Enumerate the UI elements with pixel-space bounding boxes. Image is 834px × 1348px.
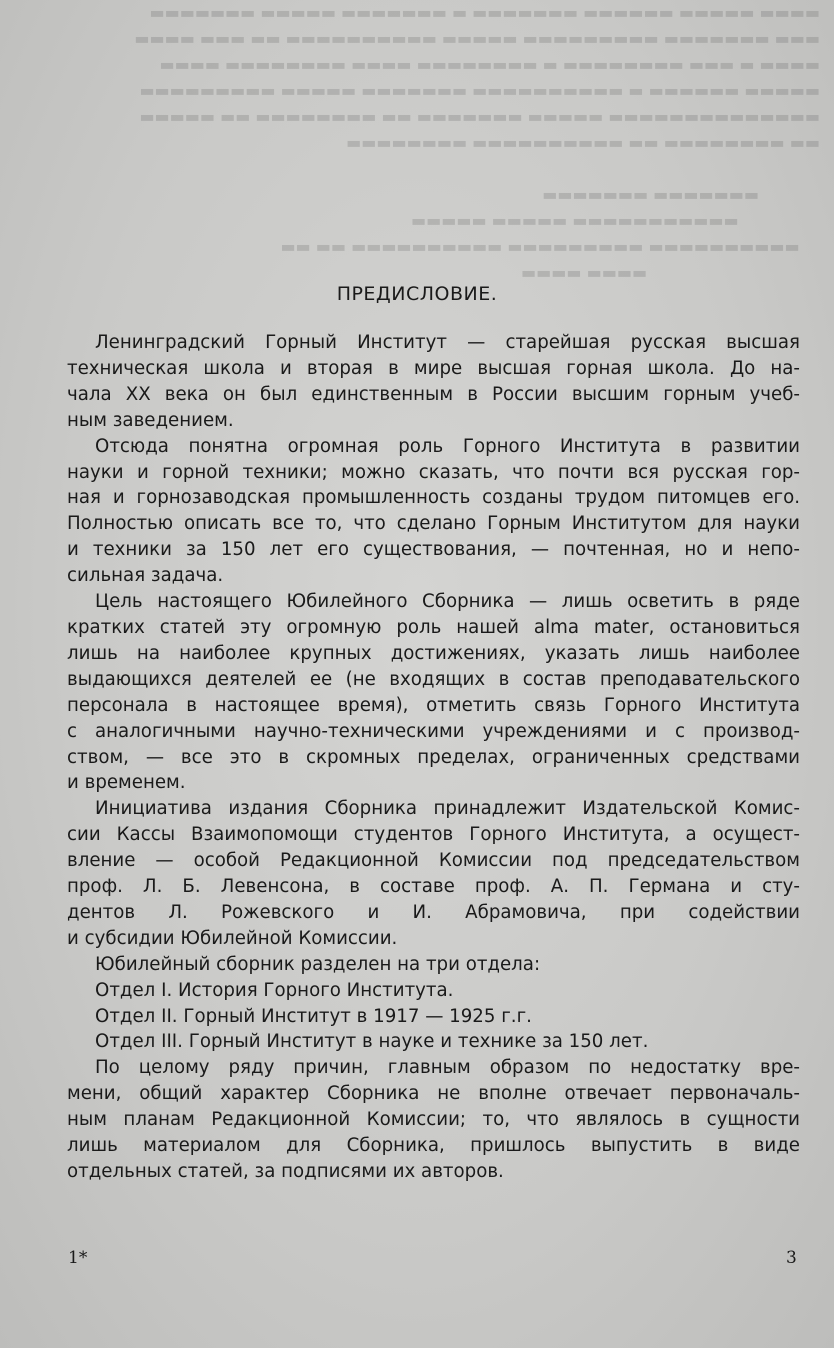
- text-line: и временем.: [67, 772, 186, 794]
- text-line: Отсюда понятна огромная роль Горного Института в развитии: [95, 435, 800, 457]
- text-line: ным планам Редакционной Комиссии; то, что являлось в сущности: [67, 1109, 800, 1131]
- page-number: 3: [786, 1248, 797, 1268]
- text-line: ным заведением.: [67, 409, 234, 431]
- text-line: с аналогичными научно-техническими учреждениями и с производ-: [67, 720, 800, 742]
- preface-body: [67, 330, 800, 1185]
- text-line: По целому ряду причин, главным образом по недостатку вре-: [95, 1057, 800, 1079]
- text-line: лишь на наиболее крупных достижениях, указать лишь наиболее: [67, 642, 800, 664]
- text-line: персонала в настоящее время), отметить связь Горного Института: [67, 694, 800, 716]
- text-line: сильная задача.: [67, 565, 224, 587]
- text-line: кратких статей эту огромную роль нашей alma mater, остановиться: [67, 616, 800, 638]
- section-item: Отдел I. История Горного Института.: [95, 979, 454, 1001]
- text-line: вление — особой Редакционной Комиссии под председательством: [67, 850, 800, 872]
- text-line: мени, общий характер Сборника не вполне отвечает первоначаль-: [67, 1083, 800, 1105]
- text-line: ная и горнозаводская промышленность созданы трудом питомцев его.: [67, 487, 800, 509]
- paragraph-1: [67, 330, 800, 434]
- text-line: проф. Л. Б. Левенсона, в составе проф. А. П. Германа и сту-: [67, 876, 800, 898]
- paragraph-2: [67, 434, 800, 589]
- text-line: отдельных статей, за подписями их авторов.: [67, 1161, 504, 1182]
- paragraph-3: [67, 589, 800, 796]
- paragraph-closing: [67, 1055, 800, 1185]
- text-line: Ленинградский Горный Институт — старейшая русская высшая: [95, 332, 800, 353]
- sections-intro: Юбилейный сборник разделен на три отдела:: [95, 953, 541, 975]
- text-line: дентов Л. Рожевского и И. Абрамовича, при содействии: [67, 901, 800, 923]
- text-line: и техники за 150 лет его существования, — почтенная, но и непо-: [67, 539, 800, 561]
- text-line: Полностью описать все то, что сделано Горным Институтом для науки: [67, 513, 800, 535]
- section-item: Отдел II. Горный Институт в 1917 — 1925 г.г.: [95, 1005, 532, 1027]
- text-line: Инициатива издания Сборника принадлежит Издательской Комис-: [95, 798, 800, 820]
- text-line: науки и горной техники; можно сказать, что почти вся русская гор-: [67, 461, 800, 483]
- text-line: Цель настоящего Юбилейного Сборника — лишь осветить в ряде: [95, 591, 800, 613]
- signature-mark: 1*: [68, 1248, 88, 1268]
- text-line: сии Кассы Взаимопомощи студентов Горного Института, а осущест-: [67, 824, 800, 846]
- text-line: выдающихся деятелей ее (не входящих в состав преподавательского: [67, 668, 800, 690]
- text-line: чала XX века он был единственным в России высшим горным учеб-: [67, 383, 800, 405]
- bleed-through-text: ▬▬▬▬ ▬▬▬▬▬ ▬▬▬▬▬▬ ▬▬▬▬▬▬▬ ▬ ▬▬▬▬▬▬▬ ▬▬▬▬▬ ▬▬▬▬▬▬▬ ▬▬▬ ▬▬▬▬▬▬▬ ▬▬▬▬▬▬▬▬▬ ▬▬▬▬▬ ▬▬▬▬▬▬▬▬▬▬ ▬▬ ▬▬▬ ▬▬▬▬ ▬▬▬▬ ▬ ▬▬▬ ▬▬▬▬▬▬▬▬ ▬ ▬▬▬▬▬▬▬▬ ▬▬▬▬ ▬▬▬▬▬▬▬▬ ▬▬▬▬ ▬▬▬▬▬ ▬▬▬▬▬▬ ▬ ▬▬▬▬▬▬▬▬▬▬ ▬▬▬▬▬▬▬ ▬▬▬▬▬ ▬▬▬▬▬▬▬▬▬ ▬▬▬▬▬▬▬▬▬▬▬▬▬▬ ▬▬▬▬▬ ▬▬▬▬▬▬▬ ▬▬ ▬▬▬▬▬▬▬▬ ▬▬ ▬▬▬▬▬ ▬▬ ▬▬▬▬▬▬▬▬ ▬▬ ▬▬▬▬▬▬▬▬▬▬ ▬▬▬▬▬▬▬▬ ▬▬▬▬▬▬▬ ▬▬▬▬▬▬▬ ▬▬▬▬▬▬▬▬▬▬▬ ▬▬▬▬▬ ▬▬▬▬▬ ▬▬▬▬▬▬▬▬▬▬ ▬▬▬▬▬▬▬▬▬ ▬▬▬▬▬▬▬▬▬▬ ▬▬ ▬▬ ▬▬▬▬ ▬▬▬▬: [134, 3, 820, 282]
- paragraph-4: [67, 796, 800, 951]
- text-line: лишь материалом для Сборника, пришлось выпустить в виде: [67, 1135, 800, 1157]
- page-title: ПРЕДИСЛОВИЕ.: [336, 283, 498, 305]
- sections-list: [95, 952, 800, 1056]
- section-item: Отдел III. Горный Институт в науке и технике за 150 лет.: [95, 1031, 649, 1053]
- text-line: и субсидии Юбилейной Комиссии.: [67, 927, 398, 949]
- text-line: ством, — все это в скромных пределах, ограниченных средствами: [67, 746, 800, 768]
- text-line: техническая школа и вторая в мире высшая горная школа. До на-: [67, 357, 800, 379]
